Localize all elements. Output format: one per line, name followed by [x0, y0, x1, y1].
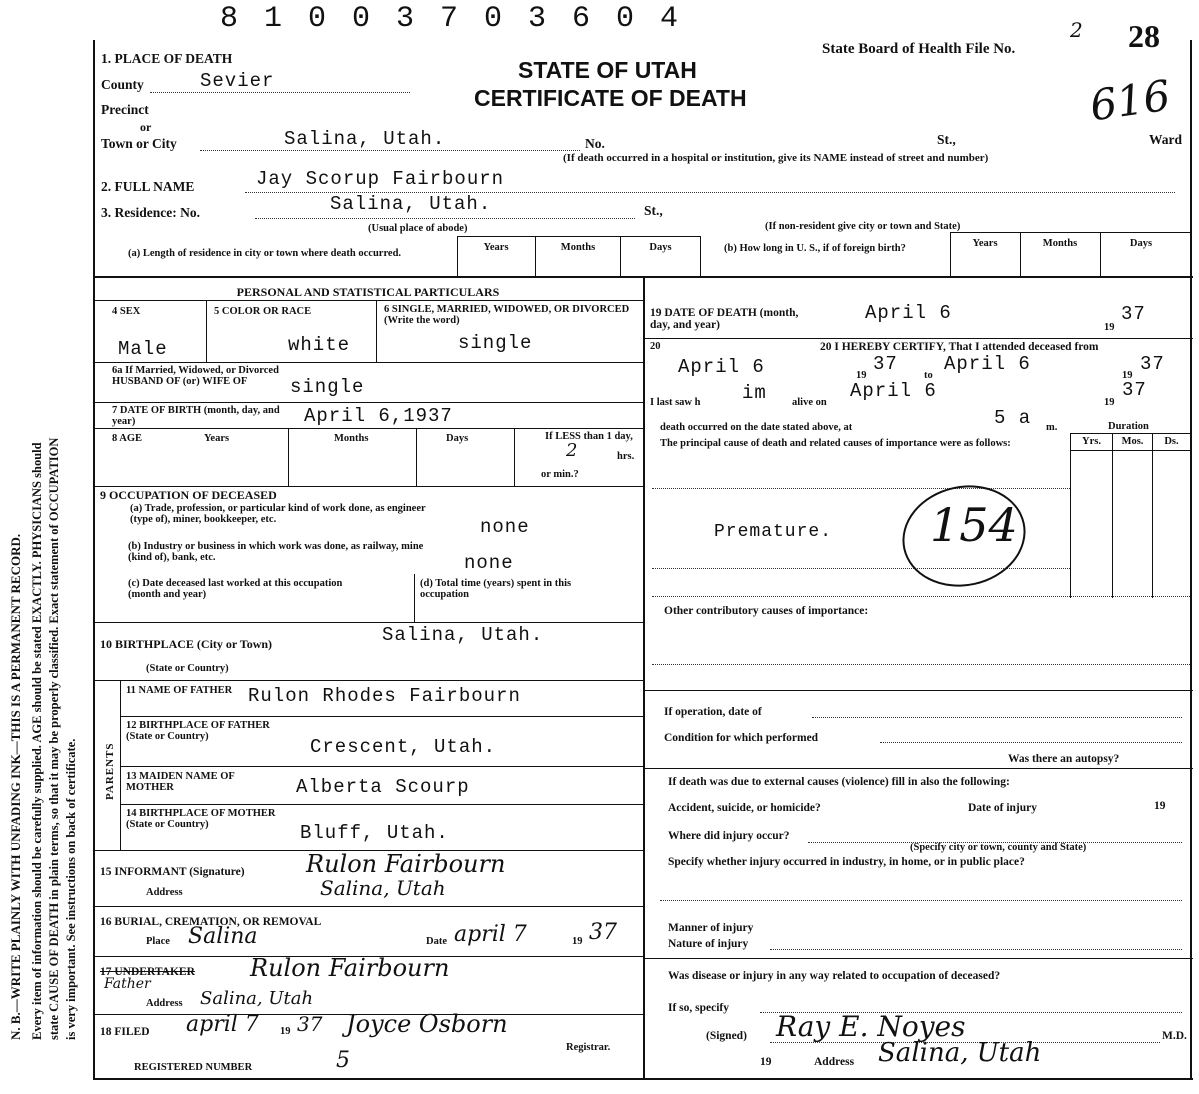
duration-yrs: Yrs.: [1082, 436, 1101, 447]
personal-heading: PERSONAL AND STATISTICAL PARTICULARS: [236, 285, 500, 299]
side-note-3: state CAUSE OF DEATH in plain terms, so that it may be properly classified. Exact statement of OCCUPATION: [47, 437, 61, 1040]
town-label: Town or City: [101, 136, 177, 151]
usual-note: (Usual place of abode): [368, 223, 468, 234]
full-name-label: 2. FULL NAME: [101, 179, 195, 194]
occupation-label: 9 OCCUPATION OF DECEASED: [100, 488, 277, 502]
side-note-2: Every item of information should be carefully supplied. AGE should be stated EXACTLY. PHYSICIANS should: [30, 442, 44, 1040]
burial-label: 16 BURIAL, CREMATION, OR REMOVAL: [100, 916, 322, 928]
filed-date: april 7: [186, 1012, 259, 1037]
side-note-4: is very important. See instructions on back of certificate.: [64, 738, 78, 1040]
informant-label: 15 INFORMANT (Signature): [100, 866, 245, 878]
res-years-header: Years: [483, 242, 509, 253]
to-year-prefix: 19: [1122, 370, 1133, 381]
occupation-b-label: (b) Industry or business in which work was done, as railway, mine (kind of), bank, etc.: [128, 541, 424, 564]
ward-label: Ward: [1149, 132, 1183, 147]
cause-label: The principal cause of death and related causes of importance were as follows:: [660, 438, 1011, 449]
color-value: white: [288, 334, 351, 356]
injury-year-prefix: 19: [1154, 800, 1166, 812]
res-months-header: Months: [560, 242, 596, 253]
spouse-value: single: [290, 376, 365, 398]
physician-signature: Ray E. Noyes: [776, 1010, 966, 1043]
ifso-label: If so, specify: [668, 1002, 730, 1014]
dob-value: April 6,1937: [304, 405, 453, 427]
lastsaw-year-prefix: 19: [1104, 397, 1115, 408]
lastsaw-year: 37: [1122, 379, 1147, 401]
us-days-header: Days: [1129, 238, 1153, 249]
filed-label: 18 FILED: [100, 1026, 150, 1038]
attended-to: April 6: [944, 353, 1031, 375]
father-label: 11 NAME OF FATHER: [126, 685, 233, 696]
condition-label: Condition for which performed: [664, 732, 819, 744]
age-years-label: Years: [204, 433, 230, 444]
age-label: 8 AGE: [112, 433, 143, 444]
external-label: If death was due to external causes (violence) fill in also the following:: [668, 776, 1010, 788]
burial-place: Salina: [188, 924, 258, 949]
hours-value: 2: [566, 440, 578, 461]
less-label: If LESS than 1 day,: [545, 431, 633, 442]
attended-from: April 6: [678, 356, 765, 378]
serial-number: 8 1 0 0 3 7 0 3 6 0 4: [220, 2, 683, 36]
from-year: 37: [873, 353, 898, 375]
mother-label: 13 MAIDEN NAME OF MOTHER: [126, 771, 235, 794]
mother-birthplace-label: 14 BIRTHPLACE OF MOTHER (State or Country): [126, 808, 276, 831]
length-residence-label: (a) Length of residence in city or town where death occurred.: [128, 248, 402, 259]
birthplace-state-label: (State or Country): [146, 663, 229, 674]
alive-label: alive on: [792, 397, 827, 408]
father-birthplace-label: 12 BIRTHPLACE OF FATHER (State or Country): [126, 720, 270, 743]
contrib-label: Other contributory causes of importance:: [664, 605, 869, 617]
or-label: or: [140, 120, 152, 134]
color-label: 5 COLOR OR RACE: [214, 306, 312, 317]
duration-ds: Ds.: [1164, 436, 1179, 447]
certify-label: 20 I HEREBY CERTIFY, That I attended deceased from: [820, 341, 1099, 353]
m-label: m.: [1046, 422, 1058, 433]
father-value: Rulon Rhodes Fairbourn: [248, 685, 521, 707]
time-label: death occurred on the date stated above, at: [660, 422, 853, 433]
dod-label: 19 DATE OF DEATH (month, day, and year): [650, 307, 799, 332]
burial-year: 37: [589, 920, 617, 945]
occupation-d-label: (d) Total time (years) spent in this occupation: [420, 578, 572, 601]
sex-value: Male: [118, 338, 168, 360]
res-days-header: Days: [649, 242, 672, 253]
burial-year-prefix: 19: [572, 936, 583, 947]
undertaker-address-label: Address: [146, 998, 183, 1009]
to-year: 37: [1140, 353, 1165, 375]
where-label: Where did injury occur?: [668, 830, 790, 842]
county-label: County: [101, 77, 144, 92]
file-prefix: 2: [1070, 18, 1083, 42]
certify-number: 20: [650, 341, 661, 352]
no-label: No.: [585, 136, 605, 151]
st-label: St.,: [937, 132, 956, 147]
birthplace-value: Salina, Utah.: [382, 624, 544, 646]
injury-date-label: Date of injury: [968, 802, 1037, 814]
burial-place-label: Place: [146, 936, 170, 947]
registrar-signature: Joyce Osborn: [346, 1010, 508, 1038]
burial-date: april 7: [454, 922, 527, 947]
mother-value: Alberta Scourp: [296, 776, 470, 798]
occupation-b-value: none: [464, 552, 514, 574]
nonres-note: (If non-resident give city or town and State): [765, 221, 961, 232]
father-birthplace-value: Crescent, Utah.: [310, 736, 497, 758]
undertaker-label: 17 UNDERTAKER: [100, 966, 195, 978]
cause-value: Premature.: [714, 522, 833, 542]
us-months-header: Months: [1042, 238, 1078, 249]
filed-year-prefix: 19: [280, 1026, 291, 1037]
file-number: 28: [1128, 18, 1160, 54]
to-label: to: [924, 370, 933, 381]
informant-signature: Rulon Fairbourn: [306, 850, 506, 878]
filed-year: 37: [297, 1012, 323, 1036]
county-value: Sevier: [200, 70, 275, 92]
reg-number: 5: [336, 1048, 350, 1073]
lastsaw-him: im: [742, 382, 767, 404]
specify-label: Specify whether injury occurred in industry, in home, or in public place?: [668, 856, 1025, 868]
mother-birthplace-value: Bluff, Utah.: [300, 822, 449, 844]
from-year-prefix: 19: [856, 370, 867, 381]
nature-label: Nature of injury: [668, 938, 749, 950]
parents-side-label: PARENTS: [104, 742, 116, 800]
burial-date-label: Date: [426, 936, 447, 947]
town-value: Salina, Utah.: [284, 128, 446, 150]
accident-label: Accident, suicide, or homicide?: [668, 802, 821, 814]
marital-label: 6 SINGLE, MARRIED, WIDOWED, OR DIVORCED (Write the word): [384, 304, 630, 327]
marital-value: single: [458, 332, 533, 354]
time-value: 5 a: [994, 407, 1032, 429]
where-note: (Specify city or town, county and State): [910, 842, 1087, 853]
place-section-label: 1. PLACE OF DEATH: [101, 51, 233, 66]
registrar-label: Registrar.: [566, 1042, 611, 1053]
birthplace-label: 10 BIRTHPLACE (City or Town): [100, 637, 273, 651]
file-label: State Board of Health File No.: [822, 41, 1016, 57]
residence-value: Salina, Utah.: [330, 193, 492, 215]
physician-year-prefix: 19: [760, 1056, 772, 1068]
dod-value: April 6: [865, 302, 952, 324]
side-note-1: N. B.—WRITE PLAINLY WITH UNFADING INK—THIS IS A PERMANENT RECORD.: [8, 533, 23, 1040]
physician-address-label: Address: [814, 1056, 855, 1068]
informant-address: Salina, Utah: [320, 876, 446, 900]
related-label: Was disease or injury in any way related to occupation of deceased?: [668, 970, 1001, 982]
undertaker-relation: Father: [104, 976, 151, 992]
dod-year: 37: [1121, 303, 1146, 325]
autopsy-label: Was there an autopsy?: [1008, 753, 1120, 765]
age-months-label: Months: [334, 433, 369, 444]
precinct-label: Precinct: [101, 102, 149, 117]
state-title: STATE OF UTAH: [518, 57, 697, 83]
dob-label: 7 DATE OF BIRTH (month, day, and year): [112, 405, 280, 428]
duration-mos: Mos.: [1121, 436, 1144, 447]
lastsaw-date: April 6: [850, 380, 937, 402]
duration-label: Duration: [1108, 421, 1149, 432]
hospital-note: (If death occurred in a hospital or institution, give its NAME instead of street and number): [563, 152, 989, 164]
undertaker-address: Salina, Utah: [200, 988, 314, 1009]
signed-label: (Signed): [706, 1030, 747, 1042]
cause-code: 154: [930, 498, 1018, 552]
occupation-c-label: (c) Date deceased last worked at this occupation (month and year): [128, 578, 343, 601]
operation-label: If operation, date of: [664, 706, 762, 718]
us-years-header: Years: [972, 238, 998, 249]
certificate-title: CERTIFICATE OF DEATH: [474, 85, 747, 111]
lastsaw-label: I last saw h: [650, 397, 701, 408]
undertaker-name: Rulon Fairbourn: [250, 954, 450, 982]
residence-st-label: St.,: [644, 203, 663, 218]
spouse-label: 6a If Married, Widowed, or Divorced HUSBAND OF (or) WIFE OF: [112, 365, 279, 388]
full-name-value: Jay Scorup Fairbourn: [256, 168, 505, 190]
us-residence-label: (b) How long in U. S., if of foreign birth?: [724, 243, 906, 254]
residence-label: 3. Residence: No.: [101, 205, 200, 220]
informant-address-label: Address: [146, 887, 183, 898]
dod-year-prefix: 19: [1104, 322, 1115, 333]
reg-number-label: REGISTERED NUMBER: [134, 1062, 253, 1073]
age-days-label: Days: [446, 433, 469, 444]
physician-address: Salina, Utah: [878, 1038, 1042, 1068]
hours-label: hrs.: [617, 451, 635, 462]
minutes-label: or min.?: [541, 469, 579, 480]
occupation-a-value: none: [480, 516, 530, 538]
occupation-a-label: (a) Trade, profession, or particular kind of work done, as engineer (type of), miner, bookkeeper, etc.: [130, 503, 426, 526]
sex-label: 4 SEX: [112, 306, 141, 317]
md-label: M.D.: [1162, 1030, 1187, 1042]
registrar-number: 616: [1086, 70, 1174, 131]
manner-label: Manner of injury: [668, 922, 754, 934]
